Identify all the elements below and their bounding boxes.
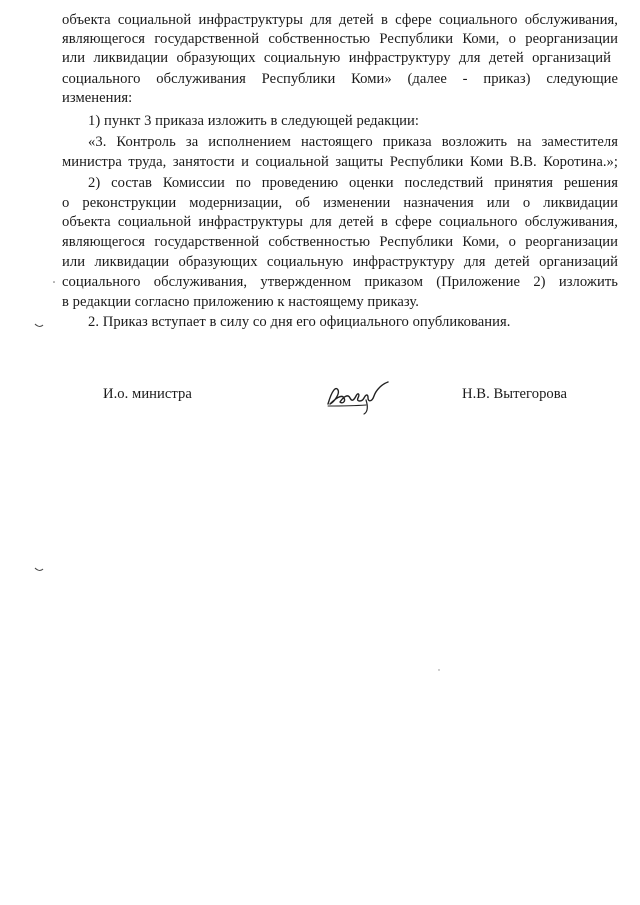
text-line: о реконструкции модернизации, об изменении назначения или о ликвидации <box>62 195 618 211</box>
text-line: являющегося государственной собственностью Республики Коми, о реорганизации <box>62 31 618 47</box>
text-line: социального обслуживания, утвержденном приказом (Приложение 2) изложить <box>62 274 618 290</box>
handwritten-signature-icon <box>322 376 392 416</box>
text-line: в редакции согласно приложению к настоящему приказу. <box>62 294 419 310</box>
signature-block <box>0 376 640 416</box>
scan-mark-icon <box>34 322 44 328</box>
section-2-text: 2. Приказ вступает в силу со дня его официального опубликования. <box>88 314 511 330</box>
scan-dot-icon <box>437 668 441 672</box>
signatory-position: И.о. министра <box>103 386 192 402</box>
text-line: социального обслуживания Республики Коми» (далее - приказ) следующие <box>62 71 618 87</box>
scan-dot-icon <box>52 280 56 284</box>
text-line: изменения: <box>62 90 133 106</box>
text-line: или ликвидации образующих социальную инфраструктуру для детей организаций <box>62 254 618 270</box>
list-item-2: 2) состав Комиссии по проведению оценки последствий принятия решения <box>88 175 618 191</box>
quote-line: «3. Контроль за исполнением настоящего приказа возложить на заместителя <box>88 134 618 150</box>
signatory-name: Н.В. Вытегорова <box>462 386 568 402</box>
list-item-1: 1) пункт 3 приказа изложить в следующей редакции: <box>88 113 420 129</box>
quote-line: министра труда, занятости и социальной защиты Республики Коми В.В. Коротина.»; <box>62 154 618 170</box>
text-line: объекта социальной инфраструктуры для детей в сфере социального обслуживания, <box>62 214 618 230</box>
scan-mark-icon <box>34 566 44 572</box>
text-line: являющегося государственной собственностью Республики Коми, о реорганизации <box>62 234 618 250</box>
text-line: объекта социальной инфраструктуры для детей в сфере социального обслуживания, <box>62 12 618 28</box>
text-line: или ликвидации образующих социальную инфраструктуру для детей организаций <box>62 50 611 66</box>
